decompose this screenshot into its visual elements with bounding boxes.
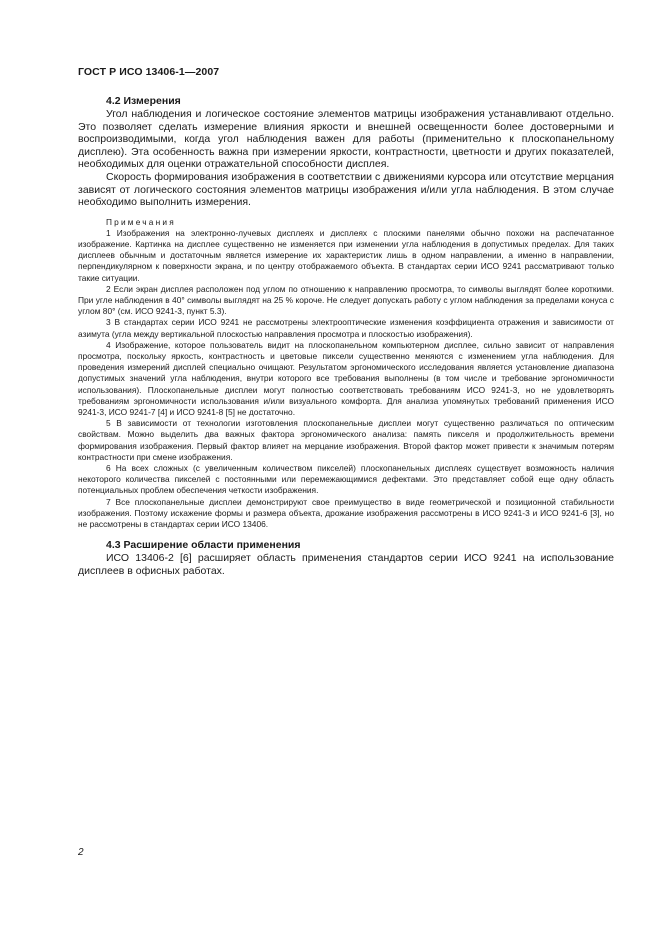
note-1: 1 Изображения на электронно-лучевых дисплеях и дисплеях с плоскими панелями обычно похожи на распечатанное изображение. Картинка на дисплее существенно не изменяется при изменении угла наблюдения в допустимых пределах. Для таких дисплеев обычным и достаточным является измерение их характеристик лишь в одном направлении, а именно в направлении, перпендикулярном к поверхности экрана, и по центру отображаемого объекта. В стандартах серии ИСО 9241 рассматривают только такие ситуации.: [78, 227, 614, 283]
note-7: 7 Все плоскопанельные дисплеи демонстрируют свое преимущество в виде геометрической и позиционной стабильности изображения. Поэтому искажение формы и размера объекта, дрожание изображения рассмотрены в ИСО 9241-3 и ИСО 9241-6 [3], но не рассмотрены в стандартах серии ИСО 13406.: [78, 496, 614, 530]
note-2: 2 Если экран дисплея расположен под углом по отношению к направлению просмотра, то символы выглядят более короткими. При угле наблюдения в 40° символы выглядят на 25 % короче. Не следует допускать работу с углом наблюдения за пределами конуса с углом 80° (см. ИСО 9241-3, пункт 5.3).: [78, 283, 614, 317]
document-header: ГОСТ Р ИСО 13406-1—2007: [78, 66, 220, 78]
section-4-3-title: 4.3 Расширение области применения: [106, 539, 301, 552]
note-6: 6 На всех сложных (с увеличенным количеством пикселей) плоскопанельных дисплеях существует возможность наличия некоторого количества пикселей с постоянными или перемежающимися дефектами. Это представляет собой еще одну область потенциальных проблем обеспечения четкости изображения.: [78, 463, 614, 496]
document-body: [78, 95, 614, 577]
notes-label: Примечания: [106, 216, 176, 227]
section-4-3-paragraph: ИСО 13406-2 [6] расширяет область применения стандартов серии ИСО 9241 на использование дисплеев в офисных работах.: [78, 552, 614, 577]
section-4-2-title: 4.2 Измерения: [106, 95, 181, 107]
note-3: 3 В стандартах серии ИСО 9241 не рассмотрены электрооптические изменения коэффициента отражения и зависимости от азимута (угла между вертикальной плоскостью направления просмотра и плоскостью изображения).: [78, 317, 614, 339]
section-4-2-paragraph-1: Угол наблюдения и логическое состояние элементов матрицы изображения устанавливают отдельно. Это позволяет сделать измерение влияния яркости и внешней освещенности более достоверными и воспроизводимыми, когда угол наблюдения важен для работы (применительно к плоскопанельному дисплею). Эта особенность важна при измерении яркости, контрастности, цветности и других показателей, необходимых для оценки отражательной способности дисплея.: [78, 108, 614, 171]
note-5: 5 В зависимости от технологии изготовления плоскопанельные дисплеи могут существенно различаться по оптическим свойствам. Можно выделить два важных фактора эргономического анализа: память пикселя и продолжительность времени формирования изображения. Первый фактор влияет на мерцание изображения. Второй фактор может привести к значимым потерям контрастности при смене изображения.: [78, 418, 614, 462]
section-4-2-paragraph-2: Скорость формирования изображения в соответствии с движениями курсора или отсутствие мерцания зависят от логического состояния элементов матрицы изображения и/или угла наблюдения. В этом случае необходимо выполнить измерения.: [78, 170, 614, 209]
page-number: 2: [78, 847, 84, 858]
note-4: 4 Изображение, которое пользователь видит на плоскопанельном компьютерном дисплее, сильно зависит от направления просмотра, поскольку яркость, контрастность и цветовые пиксели существенно меняются с изменением угла наблюдения. Для проведения измерений дисплей специально очищают. Результатом эргономического исследования является установление диапазона допустимых значений угла наблюдения, внутри которого все требования выполнены (в том числе и требование эргономичности использования). Плоскопанельные дисплеи могут полностью соответствовать требованиям ИСО 9241-3, но не удовлетворять требованиям эргономичности использования и/или визуального комфорта. Для анализа упомянутых требований применения ИСО 9241-3, ИСО 9241-7 [4] и ИСО 9241-8 [5] не достаточно.: [78, 339, 614, 417]
